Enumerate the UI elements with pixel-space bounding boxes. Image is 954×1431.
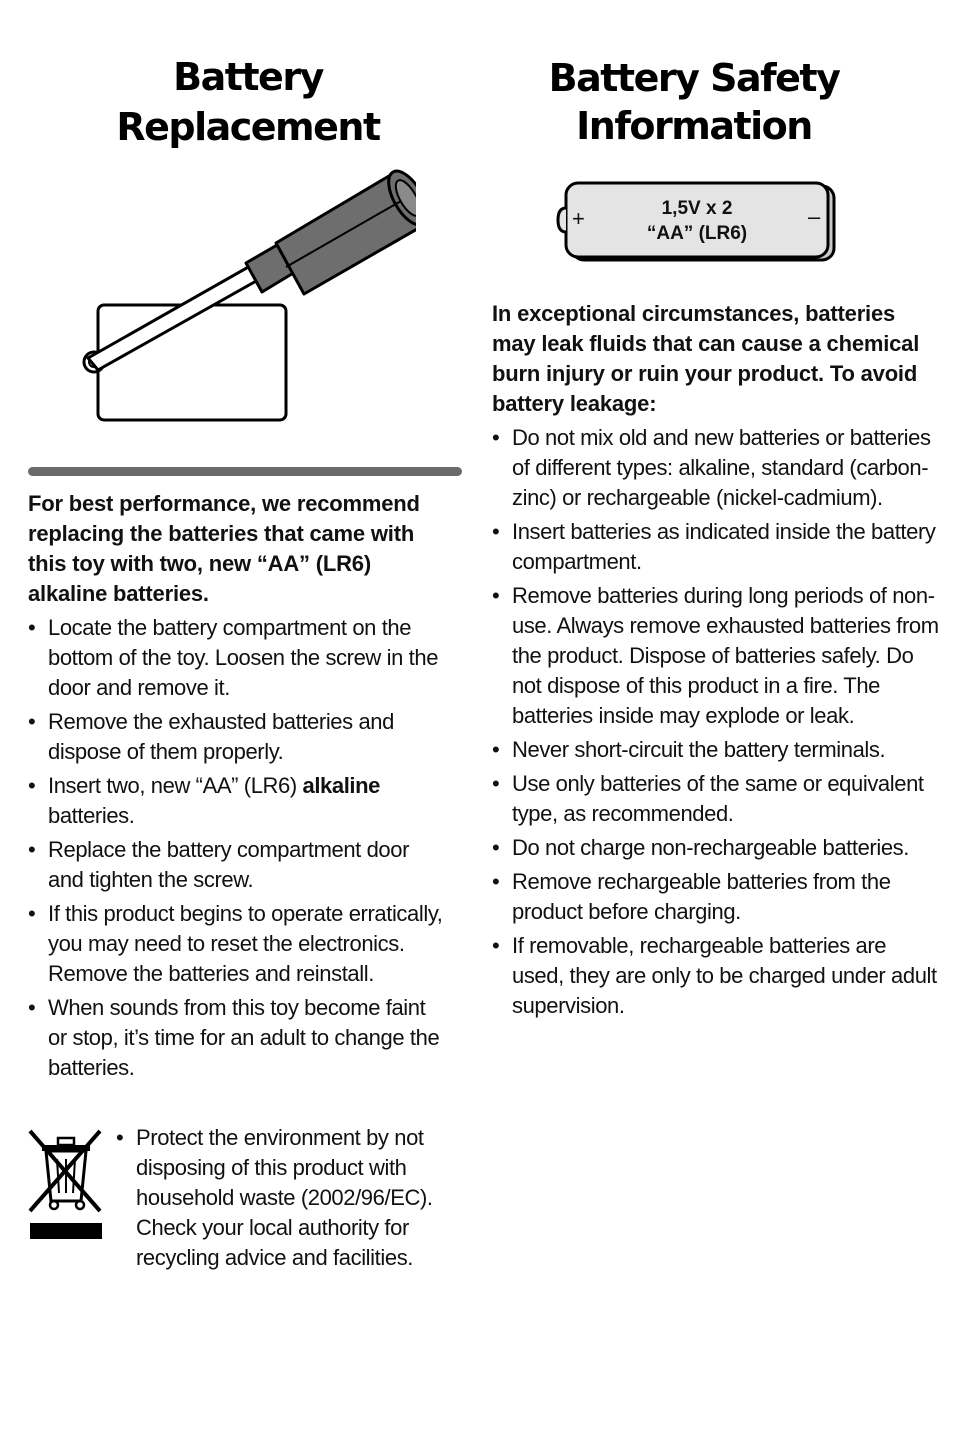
list-item: • Locate the battery compartment on the bottom of the toy. Loosen the screw in the door and remove it. xyxy=(28,615,439,700)
list-item: • If this product begins to operate erratically, you may need to reset the electronics. Remove the batteries and reinstall. xyxy=(28,901,443,986)
bullet-marker: • xyxy=(492,583,500,608)
list-item: • When sounds from this toy become faint or stop, it’s time for an adult to change the batteries. xyxy=(28,995,440,1080)
bullet-marker: • xyxy=(28,709,36,734)
replacement-bullet-list xyxy=(28,613,448,1087)
screwdriver-icon xyxy=(76,155,416,430)
list-item: • Replace the battery compartment door and tighten the screw. xyxy=(28,837,410,892)
battery-spec-label: 1,5V x 2 “AA” (LR6) xyxy=(646,198,748,244)
list-item: • Remove batteries during long periods of non-use. Always remove exhausted batteries from the product. Dispose of batteries safely. Do not dispose of this product in a fire. The batteries inside may explode or leak. xyxy=(492,583,939,728)
list-item: • Do not charge non-rechargeable batteries. xyxy=(492,833,942,863)
title-line-1: Battery xyxy=(173,55,323,99)
list-item: • Insert two, new “AA” (LR6) alkaline batteries. xyxy=(28,773,381,828)
list-item: • Never short-circuit the battery terminals. xyxy=(492,735,942,765)
bullet-marker: • xyxy=(28,901,36,926)
list-item: • Insert batteries as indicated inside the battery compartment. xyxy=(492,519,936,574)
title-line-2: Replacement xyxy=(116,105,380,149)
list-item: • Do not mix old and new batteries or batteries of different types: alkaline, standard (carbon-zinc) or rechargeable (nickel-cadmium). xyxy=(492,425,931,510)
bullet-marker: • xyxy=(492,737,500,762)
bullet-marker: • xyxy=(28,615,36,640)
bold-alkaline: alkaline xyxy=(302,773,381,798)
battery-safety-title xyxy=(492,54,896,150)
bullet-marker: • xyxy=(492,425,500,450)
list-item: • Use only batteries of the same or equivalent type, as recommended. xyxy=(492,771,924,826)
environment-text: • Protect the environment by not disposing of this product with household waste (2002/96/EC). Check your local authority for recycling advice and facilities. xyxy=(116,1125,433,1270)
bullet-marker: • xyxy=(116,1125,124,1150)
title-line-1: Battery Safety xyxy=(548,56,840,100)
safety-bullet-list xyxy=(492,423,942,1025)
crossed-out-bin-icon xyxy=(28,1129,104,1239)
bullet-marker: • xyxy=(492,519,500,544)
replacement-intro: For best performance, we recommend replacing the batteries that came with this toy with two, new “AA” (LR6) alkaline batteries. xyxy=(28,491,420,606)
battery-replacement-title xyxy=(28,52,468,152)
bullet-marker: • xyxy=(492,835,500,860)
list-item: • Remove the exhausted batteries and dispose of them properly. xyxy=(28,709,394,764)
bullet-marker: • xyxy=(28,995,36,1020)
negative-terminal-label: – xyxy=(808,204,821,229)
bullet-marker: • xyxy=(492,771,500,796)
positive-terminal-label: + xyxy=(572,206,585,231)
bullet-marker: • xyxy=(492,933,500,958)
list-item: • If removable, rechargeable batteries are used, they are only to be charged under adult supervision. xyxy=(492,933,937,1018)
safety-intro: In exceptional circumstances, batteries may leak fluids that can cause a chemical burn injury or ruin your product. To avoid battery leakage: xyxy=(492,301,920,416)
bullet-marker: • xyxy=(492,869,500,894)
bullet-marker: • xyxy=(28,837,36,862)
bullet-marker: • xyxy=(28,773,36,798)
list-item: • Remove rechargeable batteries from the product before charging. xyxy=(492,869,891,924)
environment-note xyxy=(28,1123,468,1313)
section-divider xyxy=(28,467,462,476)
title-line-2: Information xyxy=(576,104,812,148)
